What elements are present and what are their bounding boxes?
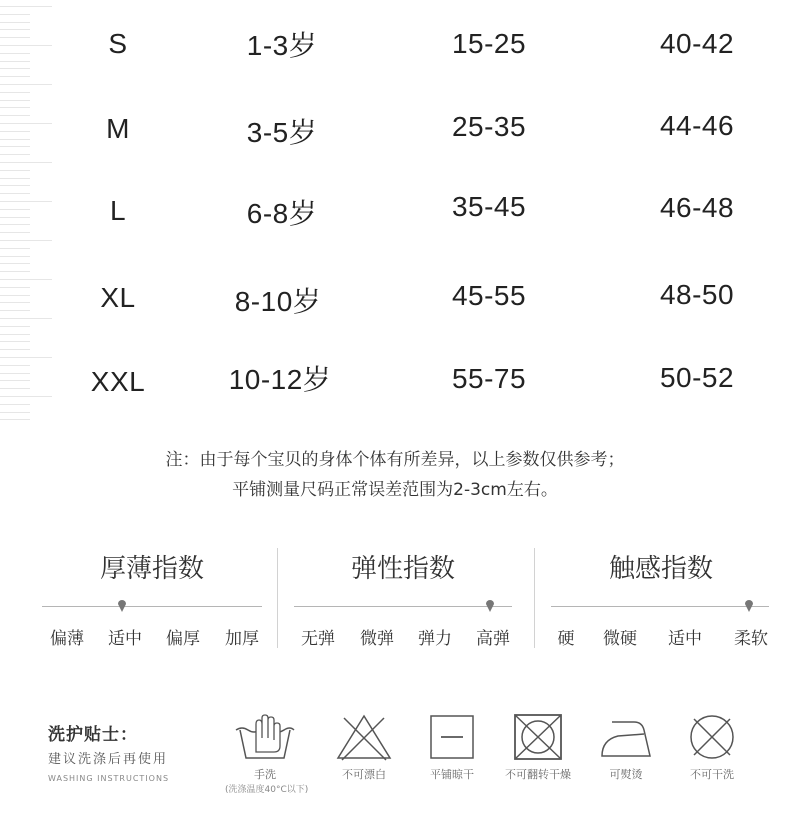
- location-pin-icon: [117, 598, 127, 612]
- touch-index: [551, 540, 771, 650]
- disclaimer-note-line2: 平铺测量尺码正常误差范围为2-3cm左右。: [232, 480, 558, 500]
- no-tumble-dry-icon: [511, 712, 565, 762]
- table-cell: 45-55: [451, 280, 527, 311]
- care-item-no-dry-clean: [672, 712, 752, 782]
- index-label: 无弹: [301, 629, 335, 649]
- table-cell: 46-48: [659, 192, 735, 223]
- index-label: 适中: [668, 629, 702, 649]
- table-cell: M: [106, 113, 130, 144]
- care-item-label: 平铺晾干: [430, 768, 474, 781]
- index-label: 柔软: [734, 629, 768, 649]
- flat-dry-icon: [427, 712, 477, 762]
- elasticity-index: [294, 540, 512, 650]
- care-subtitle: 建议洗涤后再使用: [48, 752, 169, 767]
- index-title: 厚薄指数: [99, 554, 204, 584]
- location-pin-icon: [485, 598, 495, 612]
- table-cell: XL: [100, 282, 136, 313]
- care-item-no-bleach: [324, 712, 404, 782]
- table-cell: 55-75: [451, 363, 527, 394]
- index-label: 偏厚: [166, 629, 200, 649]
- care-item-label: 可熨烫: [609, 768, 643, 781]
- hand-wash-icon: [232, 712, 298, 762]
- iron-icon: [598, 712, 654, 762]
- divider: [277, 548, 278, 648]
- table-cell: 8-10岁: [234, 286, 322, 317]
- index-title: 弹性指数: [350, 554, 455, 584]
- table-cell: 48-50: [659, 279, 735, 310]
- care-item-no-tumble-dry: [498, 712, 578, 782]
- care-item-label: 不可漂白: [342, 768, 386, 781]
- table-cell: 35-45: [451, 191, 527, 222]
- disclaimer-note-line1: 注：由于每个宝贝的身体个体有所差异，以上参数仅供参考；: [165, 450, 625, 470]
- no-dry-clean-icon: [684, 712, 740, 762]
- location-pin-icon: [744, 598, 754, 612]
- care-item-note: (洗涤温度40°C以下): [225, 785, 309, 795]
- care-item-label: 手洗: [254, 768, 276, 781]
- table-cell: 15-25: [451, 28, 527, 59]
- table-cell: L: [109, 195, 127, 226]
- table-cell: XXL: [90, 366, 146, 397]
- care-item-label: 不可干洗: [690, 768, 734, 781]
- table-cell: 1-3岁: [246, 30, 318, 61]
- index-label: 微弹: [360, 629, 394, 649]
- index-scale-line: [42, 606, 262, 607]
- index-label: 弹力: [418, 629, 452, 649]
- index-label: 加厚: [225, 629, 259, 649]
- table-cell: 25-35: [451, 111, 527, 142]
- table-cell: 40-42: [659, 28, 735, 59]
- index-label: 微硬: [603, 629, 637, 649]
- table-cell: 44-46: [659, 110, 735, 141]
- index-scale-line: [551, 606, 769, 607]
- index-label: 硬: [557, 629, 575, 649]
- thickness-index: [42, 540, 262, 650]
- table-cell: 6-8岁: [246, 198, 318, 229]
- no-bleach-icon: [334, 712, 394, 762]
- index-title: 触感指数: [608, 554, 713, 584]
- table-cell: 50-52: [659, 362, 735, 393]
- index-label: 适中: [108, 629, 142, 649]
- divider: [534, 548, 535, 648]
- care-item-iron: [586, 712, 666, 782]
- table-cell: 3-5岁: [246, 117, 318, 148]
- care-item-flat-dry: [412, 712, 492, 782]
- index-label: 偏薄: [50, 629, 84, 649]
- care-item-hand-wash: [225, 712, 309, 795]
- care-title: 洗护贴士：: [48, 725, 138, 745]
- care-item-label: 不可翻转干燥: [505, 768, 571, 781]
- table-cell: S: [108, 28, 128, 59]
- index-scale-line: [294, 606, 512, 607]
- index-label: 高弹: [476, 629, 510, 649]
- table-cell: 10-12岁: [228, 364, 332, 395]
- care-english-title: WASHING INSTRUCTIONS: [48, 774, 170, 783]
- fabric-index-section: [0, 540, 790, 660]
